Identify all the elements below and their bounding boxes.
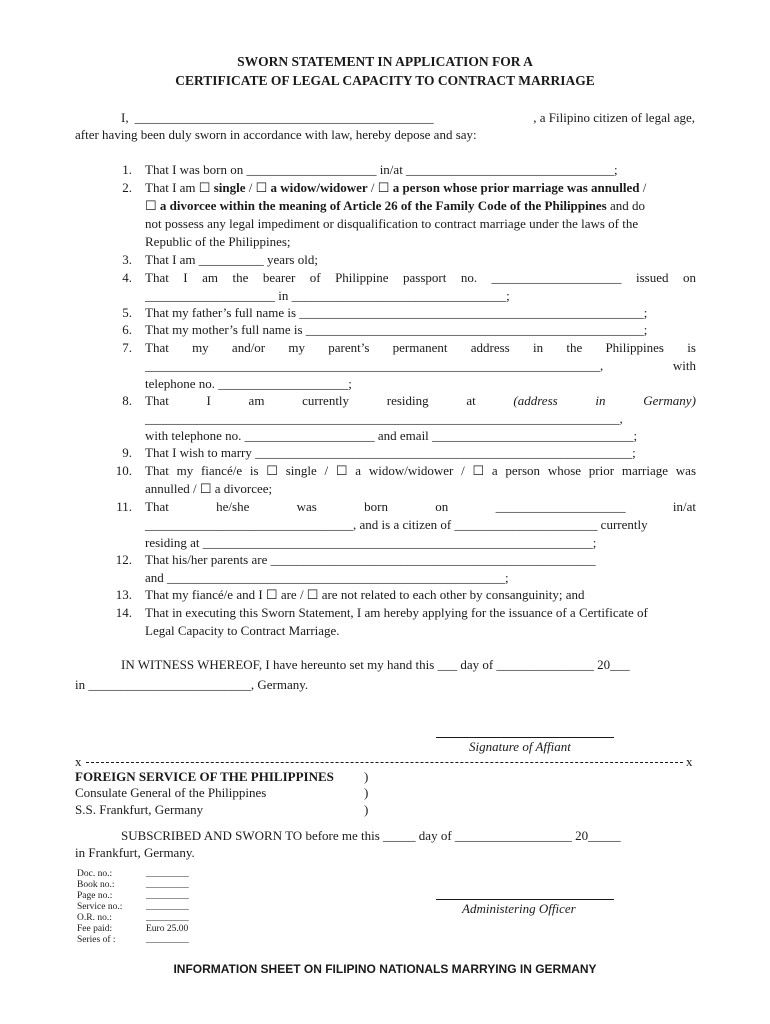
item-2-line-1: That I am ☐ single / ☐ a widow/widower / ☐ a person whose prior marriage was annulled / — [145, 180, 647, 195]
item-number: 3. — [122, 252, 132, 267]
subscribed-line-2: in Frankfurt, Germany. — [75, 845, 195, 860]
item-7-line-3: telephone no. ____________________; — [145, 376, 352, 391]
item-13-text: That my fiancé/e and I ☐ are / ☐ are not related to each other by consanguinity; and — [145, 587, 585, 602]
notary-value: _________ — [146, 869, 189, 879]
notary-value: _________ — [146, 913, 189, 923]
intro-line-1 — [121, 110, 695, 126]
information-sheet-heading: INFORMATION SHEET ON FILIPINO NATIONALS MARRYING IN GERMANY — [173, 962, 597, 976]
notary-label: Book no.: — [77, 880, 115, 890]
item-number: 2. — [122, 180, 132, 195]
item-number: 13. — [115, 587, 132, 602]
officer-signature-line[interactable] — [436, 899, 614, 900]
item-8-line-2: _________________________________________________________________________, — [145, 411, 623, 426]
separator-left-mark: x — [75, 754, 82, 769]
item-number: 5. — [122, 305, 132, 320]
subscribed-line-1: SUBSCRIBED AND SWORN TO before me this _____ day of __________________ 20_____ — [121, 828, 621, 843]
notary-value: Euro 25.00 — [146, 924, 189, 934]
item-number: 12. — [115, 552, 132, 567]
item-number: 4. — [122, 270, 132, 285]
item-8-line-3: with telephone no. ____________________ and email _______________________________; — [145, 428, 638, 443]
notary-label: Page no.: — [77, 891, 113, 901]
item-2-line-3: not possess any legal impediment or disqualification to contract marriage under the laws of the — [145, 216, 639, 231]
item-2-line-4: Republic of the Philippines; — [145, 234, 291, 249]
item-5-text: That my father’s full name is _____________________________________________________; — [145, 305, 648, 320]
item-number: 1. — [122, 162, 132, 177]
witness-line-1: IN WITNESS WHEREOF, I have hereunto set my hand this ___ day of _______________ 20___ — [121, 657, 630, 672]
item-11-line-2: ________________________________, and is a citizen of ______________________ currently — [145, 517, 648, 532]
office-consulate: Consulate General of the Philippines — [75, 785, 267, 800]
item-number: 9. — [122, 445, 132, 460]
notary-label: Series of : — [77, 935, 116, 945]
item-number: 7. — [122, 340, 132, 355]
office-paren-2: ) — [364, 785, 369, 800]
document-title-line-1: SWORN STATEMENT IN APPLICATION FOR A — [237, 54, 533, 69]
intro-line-2: after having been duly sworn in accordance with law, hereby depose and say: — [75, 127, 477, 142]
notary-value: _________ — [146, 935, 189, 945]
item-7-line-2: ______________________________________________________________________, with — [145, 358, 696, 373]
officer-signature-label: Administering Officer — [462, 901, 576, 916]
intro-start: I, — [121, 110, 129, 125]
notary-value: _________ — [146, 891, 189, 901]
affiant-signature-label: Signature of Affiant — [469, 739, 571, 754]
notary-label: O.R. no.: — [77, 913, 112, 923]
office-name: FOREIGN SERVICE OF THE PHILIPPINES — [75, 769, 334, 784]
office-paren-1: ) — [364, 769, 369, 784]
item-10-line-2: annulled / ☐ a divorcee; — [145, 481, 273, 496]
notary-label: Service no.: — [77, 902, 123, 912]
item-8-line-1: That I am currently residing at (address in Germany) — [145, 393, 696, 408]
office-city: S.S. Frankfurt, Germany — [75, 802, 204, 817]
notary-value: _________ — [146, 902, 189, 912]
item-number: 11. — [116, 499, 132, 514]
item-11-line-3: residing at ____________________________________________________________; — [145, 535, 597, 550]
item-3-text: That I am __________ years old; — [145, 252, 318, 267]
notary-value: _________ — [146, 880, 189, 890]
witness-line-2: in _________________________, Germany. — [75, 677, 309, 692]
item-1-text: That I was born on ____________________ in/at ________________________________; — [145, 162, 618, 177]
item-14-line-2: Legal Capacity to Contract Marriage. — [145, 623, 340, 638]
affiant-name-blank[interactable]: ______________________________________________ — [134, 110, 434, 125]
item-14-line-1: That in executing this Sworn Statement, I am hereby applying for the issuance of a Certificate of — [145, 605, 648, 620]
separator-right-mark: x — [686, 754, 693, 769]
item-4-line-1: That I am the bearer of Philippine passport no. ____________________ issued on — [145, 270, 696, 285]
item-7-line-1: That my and/or my parent’s permanent address in the Philippines is — [145, 340, 696, 355]
item-2-line-2: ☐ a divorcee within the meaning of Article 26 of the Family Code of the Philippines and do — [145, 198, 645, 213]
office-paren-3: ) — [364, 802, 369, 817]
item-number: 8. — [122, 393, 132, 408]
item-4-line-2: ____________________ in _________________________________; — [145, 288, 510, 303]
intro-end: , a Filipino citizen of legal age, — [533, 110, 695, 125]
affiant-signature-line[interactable] — [436, 737, 614, 738]
separator-dashed-line — [86, 762, 683, 763]
item-12-line-1: That his/her parents are __________________________________________________ — [145, 552, 596, 567]
document-title-line-2: CERTIFICATE OF LEGAL CAPACITY TO CONTRACT MARRIAGE — [175, 73, 595, 88]
item-11-line-1: That he/she was born on ____________________ in/at — [145, 499, 696, 514]
item-12-line-2: and ____________________________________________________; — [145, 570, 509, 585]
item-9-text: That I wish to marry __________________________________________________________; — [145, 445, 636, 460]
item-6-text: That my mother’s full name is ____________________________________________________; — [145, 322, 648, 337]
item-number: 10. — [115, 463, 132, 478]
notary-label: Doc. no.: — [77, 869, 113, 879]
item-number: 14. — [115, 605, 132, 620]
item-number: 6. — [122, 322, 132, 337]
notary-label: Fee paid: — [77, 924, 113, 934]
item-10-line-1: That my fiancé/e is ☐ single / ☐ a widow/widower / ☐ a person whose prior marriage was — [145, 463, 696, 478]
